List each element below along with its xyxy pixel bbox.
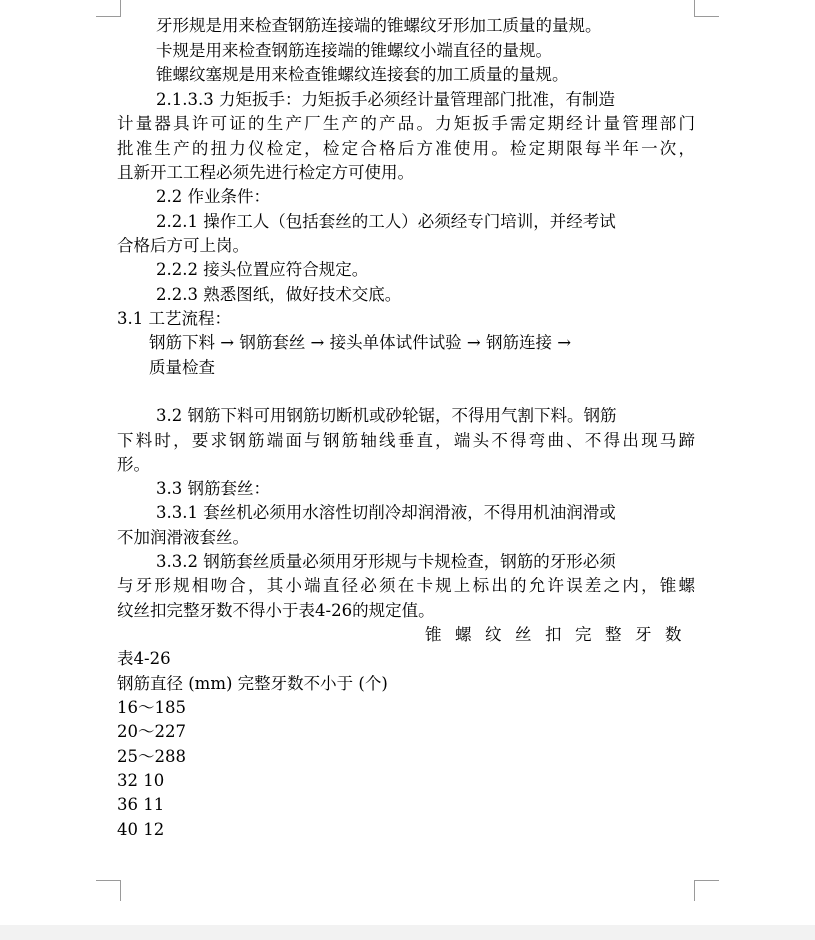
table-row: 25～288 [117, 747, 186, 766]
section-heading: 3.3 钢筋套丝： [156, 479, 270, 498]
page-corner-mark-bottom-right [694, 880, 719, 901]
text-line: 2.2.1 操作工人（包括套丝的工人）必须经专门培训，并经考试 [156, 212, 616, 231]
text-line: 计量器具许可证的生产厂生产的产品。力矩扳手需定期经计量管理部门 [117, 114, 695, 133]
process-flow: 钢筋下料 → 钢筋套丝 → 接头单体试件试验 → 钢筋连接 → [149, 333, 572, 352]
table-row: 32 10 [117, 771, 165, 790]
text-line: 纹丝扣完整牙数不得小于表4-26的规定值。 [117, 601, 435, 620]
text-line: 2.2.3 熟悉图纸，做好技术交底。 [156, 285, 402, 304]
text-line: 形。 [117, 455, 150, 474]
table-number: 表4-26 [117, 649, 171, 668]
text-line: 且新开工工程必须先进行检定方可使用。 [117, 163, 414, 182]
text-line: 3.3.1 套丝机必须用水溶性切削冷却润滑液，不得用机油润滑或 [156, 503, 616, 522]
text-line: 2.1.3.3 力矩扳手：力矩扳手必须经计量管理部门批准，有制造 [156, 90, 615, 109]
text-line: 锥螺纹塞规是用来检查锥螺纹连接套的加工质量的量规。 [156, 65, 569, 84]
process-flow: 质量检查 [149, 358, 215, 377]
text-line: 批准生产的扭力仪检定，检定合格后方准使用。检定期限每半年一次， [117, 139, 695, 158]
text-line: 合格后方可上岗。 [117, 236, 249, 255]
page-bottom-band [0, 925, 815, 940]
page-corner-mark-bottom-left [96, 880, 121, 901]
text-line: 牙形规是用来检查钢筋连接端的锥螺纹牙形加工质量的量规。 [156, 16, 602, 35]
table-title: 锥螺纹丝扣完整牙数 [425, 625, 695, 644]
text-line: 不加润滑液套丝。 [117, 528, 249, 547]
table-row: 36 11 [117, 795, 165, 814]
table-row: 16～185 [117, 698, 186, 717]
text-line: 下料时，要求钢筋端面与钢筋轴线垂直，端头不得弯曲、不得出现马蹄 [117, 431, 695, 450]
section-heading: 3.1 工艺流程： [117, 309, 231, 328]
page-corner-mark-top-right [694, 0, 719, 17]
text-line: 3.3.2 钢筋套丝质量必须用牙形规与卡规检查，钢筋的牙形必须 [156, 552, 616, 571]
section-heading: 2.2 作业条件： [156, 187, 270, 206]
table-header: 钢筋直径 (mm) 完整牙数不小于 (个) [117, 674, 388, 693]
text-line: 2.2.2 接头位置应符合规定。 [156, 260, 369, 279]
text-line: 卡规是用来检查钢筋连接端的锥螺纹小端直径的量规。 [156, 41, 552, 60]
table-row: 40 12 [117, 820, 165, 839]
table-row: 20～227 [117, 722, 186, 741]
text-line: 与牙形规相吻合，其小端直径必须在卡规上标出的允许误差之内，锥螺 [117, 576, 695, 595]
text-line: 3.2 钢筋下料可用钢筋切断机或砂轮锯，不得用气割下料。钢筋 [156, 406, 617, 425]
